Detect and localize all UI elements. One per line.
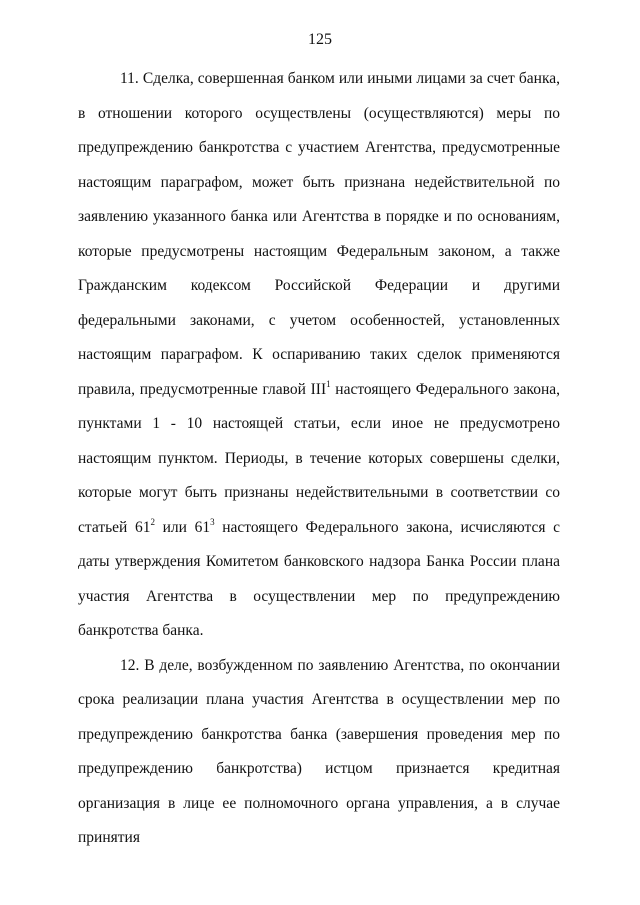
paragraph-11-text-3: или 61 [154, 518, 211, 536]
paragraph-11 [78, 62, 560, 649]
superscript-article-61-2: 2 [150, 516, 155, 527]
paragraph-12: 12. В деле, возбужденном по заявлению Агентства, по окончании срока реализации плана участия Агентства в осуществлении мер по предупреждению банкротства банка (завершения проведения мер по предупреждению банкротства) истцом признается кредитная организация в лице ее полномочного органа управления, а в случае принятия [78, 656, 560, 846]
superscript-chapter: 1 [326, 378, 331, 389]
paragraph-11-text-4: настоящего Федерального закона, исчисляются с даты утверждения Комитетом банковского надзора Банка России плана участия Агентства в осуществлении мер по предупреждению банкротства банка. [78, 518, 561, 639]
paragraph-11-text-2: настоящего Федерального закона, пунктами 1 - 10 настоящей статьи, если иное не предусмотрено настоящим пунктом. Периоды, в течение которых совершены сделки, которые могут быть признаны недействительными в соответствии со статьей 61 [78, 380, 560, 536]
paragraph-11-text-1: 11. Сделка, совершенная банком или иными лицами за счет банка, в отношении которого осуществлены (осуществляются) меры по предупреждению банкротства с участием Агентства, предусмотренные настоящим параграфом, может быть признана недействительной по заявлению указанного банка или Агентства в порядке и по основаниям, которые предусмотрены настоящим Федеральным законом, а также Гражданским кодексом Российской Федерации и другими федеральными законами, с учетом особенностей, установленных настоящим параграфом. К оспариванию таких сделок применяются правила, предусмотренные главой III [78, 70, 560, 398]
document-body [78, 62, 560, 856]
superscript-article-61-3: 3 [210, 516, 215, 527]
page-number: 125 [308, 31, 332, 48]
